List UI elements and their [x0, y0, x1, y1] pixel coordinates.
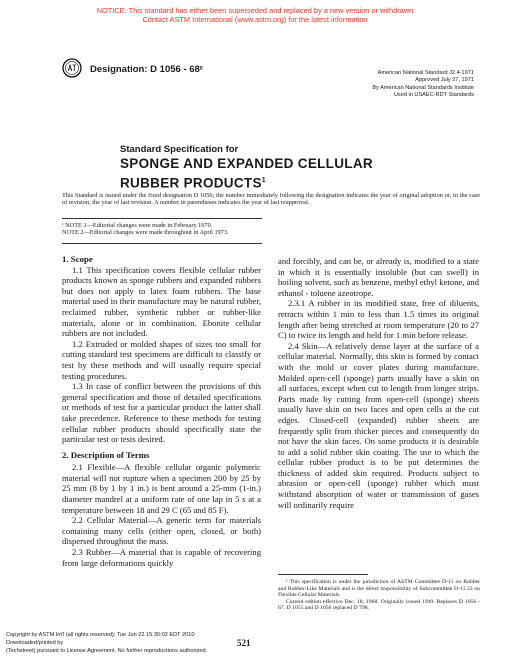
paragraph-2-3: 2.3 Rubber—A material that is capable of recovering from large deformations quickly [62, 547, 261, 568]
page-number: 521 [237, 638, 251, 648]
astm-logo-icon [62, 58, 82, 78]
issued-statement: This Standard is issued under the fixed designation D 1056; the number immediately following the designation indicates the year of original adoption or, in the case of revision, the year of last revision. A number in parentheses indicates the year of last reapproval. [62, 192, 480, 207]
footnotes [278, 579, 480, 612]
approval-line: American National Standard J2.4-1971 [377, 70, 474, 76]
paragraph-1-2: 1.2 Extruded or molded shapes of sizes too small for cutting standard test specimens are difficult to classify or test by these methods and will usually require special testing procedures. [62, 338, 261, 381]
copyright-line: (Techstreet) pursuant to License Agreement. No further reproductions authorized. [6, 648, 208, 654]
footnote-2: Current edition effective Dec. 18, 1968. Originally issued 1949. Replaces D 1056 - 67. D 1055 and D 1056 replaced D 798. [278, 598, 480, 612]
column-1 [62, 254, 261, 568]
approval-line: By American National Standards Institute [372, 84, 474, 91]
notes-top-rule [62, 218, 262, 219]
designation: Designation: D 1056 - 68ᵋ [90, 64, 204, 75]
notice-line-2: Contact ASTM International (www.astm.org) for the latest information [142, 15, 368, 24]
paragraph-1-1: 1.1 This specification covers flexible cellular rubber products known as sponge rubbers and expanded rubbers but does not apply to latex foam rubbers. The base material used in their manufacture may be natural rubber, reclaimed rubber, synthetic rubber or rubber-like materials, alone or in combination. Ebonite cellular rubbers are not included. [62, 264, 261, 339]
notice-banner [0, 6, 510, 24]
column-2 [278, 256, 479, 510]
approval-line: Used in USAEC-RDT Standards [393, 91, 474, 98]
standard-for-label: Standard Specification for [120, 144, 239, 155]
paragraph-2-3-1: 2.3.1 A rubber in its modified state, free of diluents, retracts within 1 min to less than 1.5 times its original length after being stretched at room temperature (20 to 27 C) to twice its length and held for 1 min before release. [278, 298, 479, 341]
paragraph-1-3: 1.3 In case of conflict between the provisions of this general specification and those of detailed specifications or methods of test for a particular product the latter shall take precedence. Reference to these methods for testing cellular rubber products should specifically state the particular test or tests desired. [62, 381, 261, 445]
document-title [120, 155, 373, 192]
paragraph-2-2: 2.2 Cellular Material—A generic term for materials containing many cells (either open, closed, or both) dispersed throughout the mass. [62, 515, 261, 547]
paragraph-2-1: 2.1 Flexible—A flexible cellular organic polymeric material will not rupture when a specimen 200 by 25 by 25 mm (8 by 1 by 1 in.) is bent around a 25-mm (1-in.) diameter mandrel at a uniform rate of one lap in 5 s at a temperature between 18 and 29 C (65 and 85 F). [62, 462, 261, 515]
footnote-rule [278, 574, 368, 575]
title-line-1: SPONGE AND EXPANDED CELLULAR [120, 156, 373, 171]
copyright-line: Copyright by ASTM Int'l (all rights reserved); Tue Jun 22 15:30:02 EDT 2010 [6, 632, 195, 638]
note-2: NOTE 2—Editorial changes were made throughout in April 1973. [62, 229, 229, 237]
copyright-stamp [6, 631, 207, 655]
title-line-2 [120, 172, 373, 192]
title-footnote-mark: 1 [261, 177, 266, 184]
note-1: ᵋ NOTE 1—Editorial changes were made in February 1970. [62, 222, 213, 229]
approval-line: Approved July 27, 1971 [415, 77, 474, 84]
footnote-1: ¹ This specification is under the jurisdiction of ASTM Committee D-11 on Rubber and Rubber-Like Materials and is the direct responsibility of Subcommittee D-11.33 on Flexible Cellular Materials. [278, 579, 480, 599]
title-line-2-text: RUBBER PRODUCTS [120, 175, 262, 191]
copyright-line: Downloaded/printed by [6, 640, 64, 646]
section-heading-scope: 1. Scope [62, 254, 93, 264]
editorial-notes [62, 222, 229, 237]
notice-line-1: NOTICE: This standard has either been superseded and replaced by a new version or withdrawn [96, 6, 414, 15]
approval-block [372, 70, 474, 99]
notes-bottom-rule [62, 243, 262, 244]
section-heading-terms: 2. Description of Terms [62, 449, 150, 460]
paragraph-2-3-continued: and forcibly, and can be, or already is, modified to a state in which it is essentially insoluble (but can swell) in boiling solvent, such as benzene, methyl ethyl ketone, and ethanol - toluene azeotrope. [278, 256, 479, 298]
paragraph-2-4: 2.4 Skin—A relatively dense layer at the surface of a cellular material. Normally, this skin is formed by contact with the mold or cover plates during manufacture. Molded open-cell (sponge) parts usually have a skin on all surfaces, except when cut to length from longer strips. Parts made by cutting from open-cell (sponge) sheets usually have skin on two faces and open cells at the cut edges. Closed-cell (expanded) rubber sheets are frequently split from thicker pieces and consequently do not have the skin faces. On some products it is desirable to add a solid rubber skin coating. The use to which the cellular rubber product is to be put determines the thickness of added skin required. Products subject to abrasion or open-cell (sponge) rubber which must withstand absorption of water or transmission of gases will ordinarily require [278, 340, 479, 510]
